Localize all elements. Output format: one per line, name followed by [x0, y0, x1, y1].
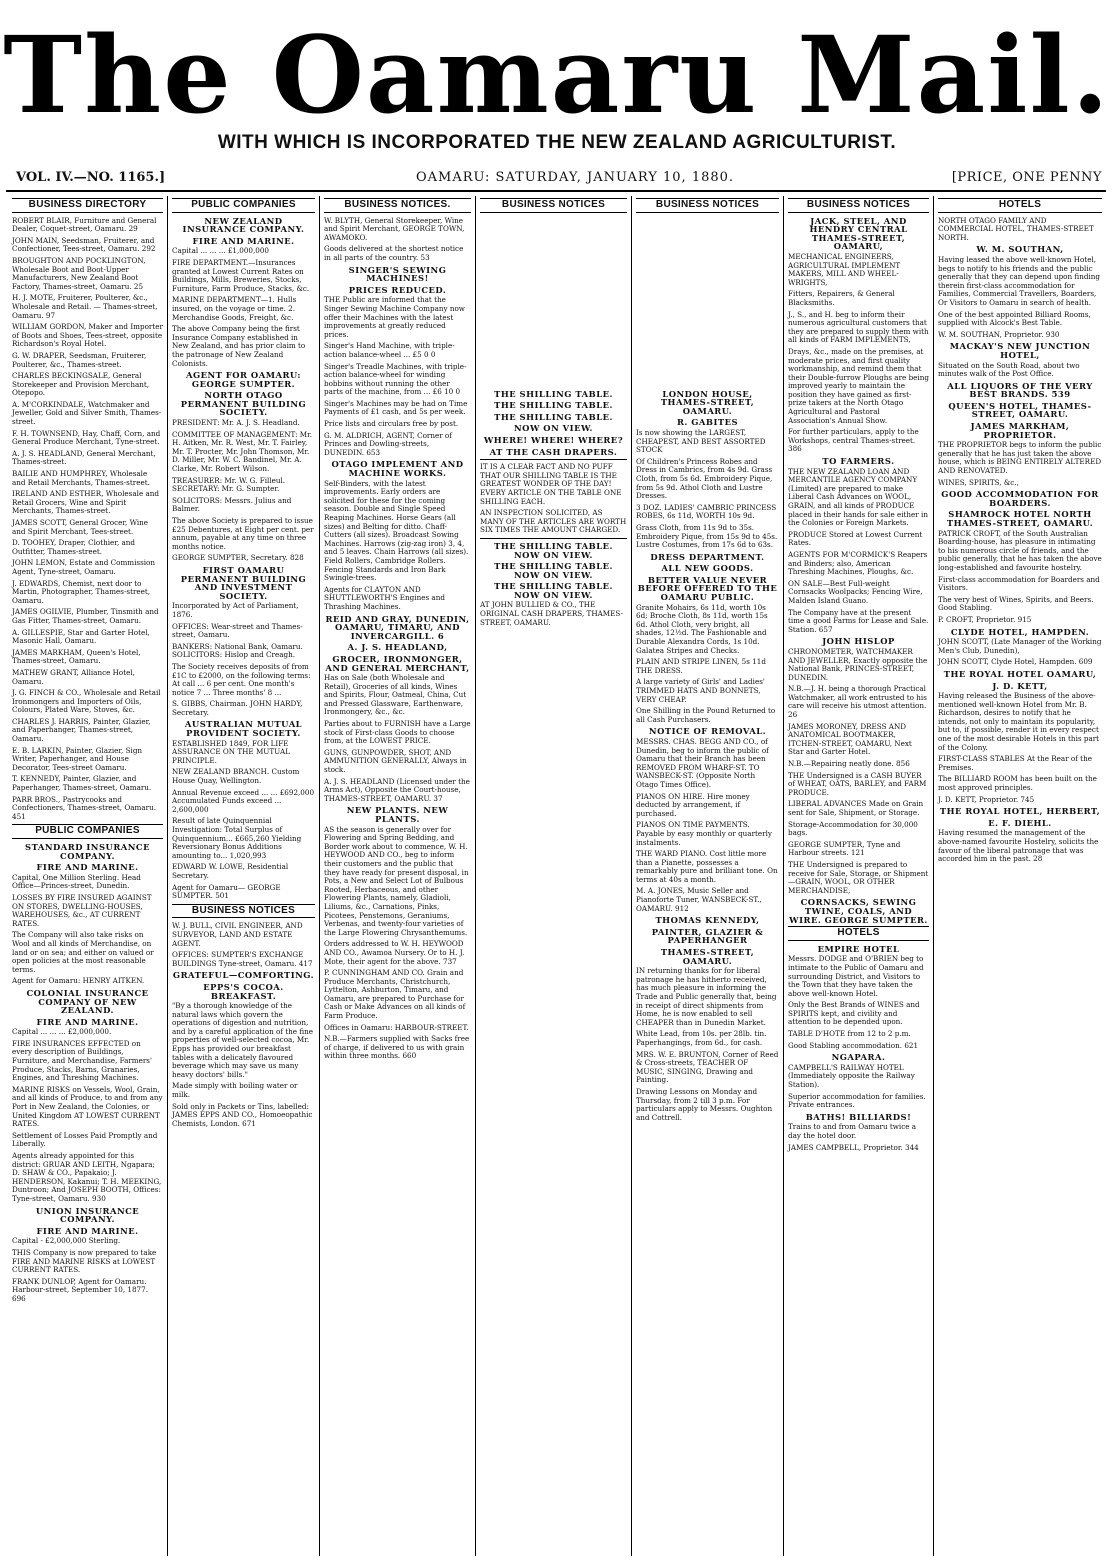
- notice-text: CHARLES BECKINGSALE, General Storekeeper and Provision Merchant, Otepopo.: [12, 371, 150, 398]
- column-business-notices-1: [320, 196, 476, 1556]
- column-heading: BUSINESS NOTICES: [172, 904, 315, 919]
- issue-date: OAMARU: SATURDAY, JANUARY 10, 1880.: [416, 170, 735, 185]
- notice-text: JAMES CAMPBELL, Proprietor. 344: [788, 1142, 919, 1152]
- notice-text: A. J. S. HEADLAND (Licensed under the Arms Act), Opposite the Court-house, THAMES-STREET, OAMARU. 37: [324, 776, 470, 803]
- notice-heading: SINGER'S SEWING MACHINES!: [348, 264, 447, 284]
- notice-text: Annual Revenue exceed ... ... £692,000 Accumulated Funds exceed ... 2,600,000: [172, 787, 315, 814]
- notice-heading: NEW ZEALAND INSURANCE COMPANY.: [182, 215, 305, 235]
- notice-text: Agents already appointed for this district: GRUAR AND LEITH, Ngapara; D. SHAW & CO., Papakaio; J. HENDERSON, Kakanui; T. H. MEEKING, Duntroon; And JOSEPH BOOTH, Offices: Tyne-street, Oamaru. 930: [12, 1151, 162, 1203]
- notice-text: Orders addressed to W. H. HEYWOOD AND CO., Awamoa Nursery. Or to H. J. Mote, their agent for the above. 737: [324, 939, 465, 966]
- notice-heading: R. GABITES: [676, 417, 739, 428]
- notice-text: Sold only in Packets or Tins, labelled: JAMES EPPS AND CO., Homoeopathic Chemists, London. 671: [172, 1101, 313, 1128]
- notice-text: Self-Binders, with the latest improvements. Early orders are solicited for these for the coming season. Double and Single Speed Reaping Machines. Horse Gears (all sizes) and Belting for ditto. Chaff-Cutters (all sizes). Broadcast Sowing Machines. Harrows (zig-zag iron) 3, 4, and 5 leaves. Chain Harrows (all sizes). Field Rollers, Cambridge Rollers. Fencing Standards and Iron Bark Swingle-trees.: [324, 478, 469, 583]
- notice-heading: THE SHILLING TABLE. NOW ON VIEW.: [494, 561, 613, 580]
- notice-heading: AT THE CASH DRAPERS.: [489, 446, 618, 457]
- notice-text: FRANK DUNLOP, Agent for Oamaru. Harbour-street, September 10, 1877. 696: [12, 1276, 148, 1303]
- notice-text: E. B. LARKIN, Painter, Glazier, Sign Writer, Paperhanger, and House Decorator, Tees-street Oamaru.: [12, 745, 143, 772]
- notice-text: For further particulars, apply to the Workshops, central Thames-street. 386: [788, 427, 919, 454]
- notice-text: PIANOS ON TIME PAYMENTS. Payable by easy monthly or quarterly instalments.: [636, 820, 772, 847]
- notice-text: A large variety of Girls' and Ladies' TRIMMED HATS AND BONNETS, VERY CHEAP.: [636, 677, 765, 704]
- columns: [8, 196, 1106, 1556]
- notice-text: PIANOS ON HIRE. Hire money deducted by arrangement, if purchased.: [636, 791, 750, 818]
- column-heading: HOTELS: [788, 926, 929, 941]
- notice-text: Granite Mohairs, 6s 11d, worth 10s 6d; Broche Cloth, 8s 11d, worth 15s 6d. Athol Cloth, very bright, all shades, 12½d. The Fashionable and Durable Alexandra Cords, 1s 10d. Galatea Stripes and Checks.: [636, 602, 768, 655]
- notice-text: BROUGHTON AND POCKLINGTON, Wholesale Boot and Boot-Upper Manufacturers, New Zealand Boot Factory, Thames-street, Oamaru. 25: [12, 255, 146, 291]
- notice-heading: THOMAS KENNEDY,: [655, 915, 760, 926]
- notice-text: Has on Sale (both Wholesale and Retail), Groceries of all kinds, Wines and Spirits, Flour, Oatmeal, China, Cut and Pressed Glassware, Earthenware, Ironmongery, &c., &c.: [324, 673, 467, 717]
- notice-text: PARR BROS., Pastrycooks and Confectioners, Thames-street, Oamaru. 451: [12, 794, 156, 821]
- notice-heading: EPPS'S COCOA. BREAKFAST.: [203, 981, 284, 1001]
- notice-heading: CORNSACKS, SEWING TWINE, COALS, AND WIRE. GEORGE SUMPTER.: [789, 897, 928, 925]
- notice-text: Good Stabling accommodation. 621: [788, 1040, 919, 1050]
- notice-text: The Society receives deposits of from £1C to £2000, on the following terms: At call ... 6 per cent. One month's notice 7 ... Three months' 8 ...: [172, 661, 311, 697]
- notice-text: J., S., and H. beg to inform their numerous agricultural customers that they are prepared to supply them with all kinds of FARM IMPLEMENTS,: [788, 309, 929, 345]
- notice-text: Agents for CLAYTON AND SHUTTLEWORTH'S Engines and Thrashing Machines.: [324, 584, 445, 611]
- notice-text: PRODUCE Stored at Lowest Current Rates.: [788, 529, 923, 548]
- notice-text: Incorporated by Act of Parliament, 1876.: [172, 601, 299, 619]
- notice-text: Capital ... ... ... £2,000,000.: [12, 1027, 112, 1037]
- notice-text: Storage-Accommodation for 30,000 bags.: [788, 819, 918, 838]
- notice-heading: MACKAY'S NEW JUNCTION HOTEL,: [949, 341, 1091, 360]
- notice-text: W. M. SOUTHAN, Proprietor. 930: [938, 329, 1060, 339]
- notice-heading: AUSTRALIAN MUTUAL PROVIDENT SOCIETY.: [184, 719, 303, 739]
- notice-text: WINES, SPIRITS, &c.,: [938, 477, 1019, 487]
- notice-text: Only the Best Brands of WINES and SPIRITS kept, and civility and attention to be depended upon.: [788, 1000, 920, 1027]
- notice-text: AN INSPECTION SOLICITED, AS MANY OF THE ARTICLES ARE WORTH SIX TIMES THE AMOUNT CHARGED.: [480, 508, 627, 535]
- notice-heading: WHERE! WHERE! WHERE?: [483, 434, 624, 445]
- notice-text: IRELAND AND ESTHER, Wholesale and Retail Grocers, Wine and Spirit Merchants, Thames-street.: [12, 489, 160, 516]
- notice-text: G. W. DRAPER, Seedsman, Fruiterer, Poulterer, &c., Thames-street.: [12, 350, 147, 369]
- notice-text: First-class accommodation for Boarders and Visitors.: [938, 574, 1100, 593]
- notice-text: THE NEW ZEALAND LOAN AND MERCANTILE AGENCY COMPANY (Limited) are prepared to make Liberal Cash Advances on WOOL, GRAIN, and all kinds of PRODUCE placed in their hands for sale either in the Colonies or Foreign Markets.: [788, 466, 928, 528]
- notice-text: Agent for Oamaru— GEORGE SUMPTER. 501: [172, 882, 281, 901]
- notice-text: JOHN SCOTT, Clyde Hotel, Hampden. 609: [938, 657, 1093, 667]
- notice-text: MECHANICAL ENGINEERS, AGRICULTURAL IMPLEMENT MAKERS, MILL AND WHEEL-WRIGHTS,: [788, 251, 901, 287]
- notice-text: NORTH OTAGO FAMILY AND COMMERCIAL HOTEL, THAMES-STREET NORTH.: [938, 215, 1094, 242]
- notice-heading: UNION INSURANCE COMPANY.: [35, 1205, 140, 1225]
- notice-text: Offices in Oamaru: HARBOUR-STREET.: [324, 1022, 469, 1032]
- newspaper-subtitle: WITH WHICH IS INCORPORATED THE NEW ZEALAND AGRICULTURIST.: [217, 132, 897, 153]
- notice-text: Singer's Treadle Machines, with triple-action balance-wheel for winding bobbins without running the other parts of the machine, from ... £6 10 0: [324, 361, 467, 397]
- notice-text: Goods delivered at the shortest notice in all parts of the country. 53: [324, 244, 464, 262]
- notice-text: A. M'CORKINDALE, Watchmaker and Jeweller, Gold and Silver Smith, Thames-street.: [12, 399, 162, 427]
- notice-heading: THE SHILLING TABLE.: [494, 400, 613, 411]
- notice-text: LOSSES BY FIRE INSURED AGAINST ON STORES, DWELLING-HOUSES, WAREHOUSES, &c., AT CURRENT RATES.: [12, 892, 152, 928]
- dateline: [6, 166, 1106, 192]
- notice-text: CHARLES J. HARRIS, Painter, Glazier, and Paperhanger, Thames-street, Oamaru.: [12, 716, 151, 744]
- notice-text: J. D. KETT, Proprietor. 745: [938, 794, 1035, 804]
- notice-text: MARINE DEPARTMENT—1. Hulls insured, on the voyage or time. 2. Merchandise Goods, Freight, &c.: [172, 295, 297, 322]
- column-hotels: [934, 196, 1106, 1556]
- notice-heading: JACK, STEEL, AND HENDRY CENTRAL THAMES-STREET, OAMARU,: [809, 215, 908, 252]
- notice-text: F. H. TOWNSEND, Hay, Chaff, Corn, and General Produce Merchant, Tyne-street.: [12, 428, 161, 447]
- volume-number: VOL. IV.—NO. 1165.]: [16, 170, 166, 185]
- notice-heading: PRICES REDUCED.: [348, 284, 447, 295]
- notice-heading: JOHN HISLOP: [822, 636, 895, 647]
- notice-text: Settlement of Losses Paid Promptly and Liberally.: [12, 1130, 158, 1149]
- column-heading: BUSINESS NOTICES: [480, 198, 627, 213]
- notice-heading: QUEEN'S HOTEL, THAMES-STREET, OAMARU.: [948, 400, 1092, 420]
- notice-heading: E. F. DIEHL.: [988, 817, 1052, 828]
- notice-heading: GRATEFUL—COMFORTING.: [172, 970, 315, 981]
- blank-space: [480, 217, 627, 387]
- notice-text: S. GIBBS, Chairman. JOHN HARDY, Secretary.: [172, 699, 303, 717]
- notice-heading: EMPIRE HOTEL: [817, 943, 900, 954]
- notice-text: W. BLYTH, General Storekeeper, Wine and Spirit Merchant, GEORGE TOWN, AWAMOKO.: [324, 215, 465, 242]
- notice-text: 3 DOZ. LADIES' CAMBRIC PRINCESS ROBES, 6s 11d, WORTH 10s 9d.: [636, 502, 777, 521]
- notice-text: A. J. S. HEADLAND, General Merchant, Thames-street.: [12, 448, 156, 467]
- notice-text: Grass Cloth, from 11s 9d to 35s. Embroidery Pique, from 15s 9d to 45s. Lustre Costumes, from 17s 6d to 63s.: [636, 522, 778, 550]
- notice-text: NEW ZEALAND BRANCH. Custom House Quay, Wellington.: [172, 767, 300, 786]
- notice-heading: THE SHILLING TABLE. NOW ON VIEW.: [494, 540, 613, 560]
- notice-text: The Company will also take risks on Wool and all kinds of Merchandise, on land or on sea; and either on valued or open policies at the most reasonable terms.: [12, 930, 154, 974]
- notice-text: The above Society is prepared to issue £25 Debentures, at Eight per cent. per annum, payable at any time on three months notice.: [172, 516, 314, 551]
- notice-heading: NOW ON VIEW.: [514, 423, 593, 434]
- notice-text: THE Undersigned is a CASH BUYER of WHEAT, OATS, BARLEY, and FARM PRODUCE.: [788, 770, 927, 797]
- notice-heading: THE ROYAL HOTEL OAMARU,: [943, 668, 1097, 679]
- notice-text: COMMITTEE OF MANAGEMENT: Mr. H. Aitken, Mr. R. West, Mr. T. Fairley, Mr. T. Procter, Mr. John Thomson, Mr. D. Miller, Mr. W. C. Bandinel, Mr. A. Clarke, Mr. Robert Wilson.: [172, 429, 313, 474]
- notice-text: THIS Company is now prepared to take FIRE AND MARINE RISKS at LOWEST CURRENT RATES.: [12, 1247, 157, 1275]
- notice-text: Price lists and circulars free by post.: [324, 419, 459, 429]
- notice-text: Trains to and from Oamaru twice a day the hotel door.: [788, 1122, 917, 1140]
- notice-text: One Shilling in the Pound Returned to all Cash Purchasers.: [636, 706, 776, 724]
- notice-text: Having resumed the management of the above-named favourite Hostelry, solicits the favour of the liberal patronage that was accorded him in the past. 28: [938, 828, 1099, 864]
- notice-text: Singer's Machines may be had on Time Payments of £1 cash, and 5s per week.: [324, 398, 468, 417]
- notice-text: FIRST-CLASS STABLES At the Rear of the Premises.: [938, 754, 1092, 772]
- notice-heading: GROCER, IRONMONGER, AND GENERAL MERCHANT,: [325, 653, 470, 673]
- notice-text: JOHN SCOTT, (Late Manager of the Working Men's Club, Dunedin),: [938, 637, 1102, 655]
- notice-text: PLAIN AND STRIPE LINEN, 5s 11d THE DRESS.: [636, 657, 766, 675]
- notice-text: White Lead, from 10s. per 28lb. tin. Paperhangings, from 6d., for cash.: [636, 1029, 767, 1047]
- notice-heading: FIRE AND MARINE.: [36, 1016, 139, 1027]
- notice-text: EDWARD W. LOWE, Residential Secretary.: [172, 862, 289, 880]
- notice-text: FIRE DEPARTMENT.—Insurances granted at Lowest Current Rates on Buildings, Mills, Breweries, Stocks, Furniture, Farm Produce, Stacks, &c.: [172, 257, 310, 293]
- notice-text: GUNS, GUNPOWDER, SHOT, AND AMMUNITION GENERALLY, Always in stock.: [324, 747, 467, 775]
- newspaper-title: The Oamaru Mail.: [3, 12, 1111, 137]
- notice-heading: FIRE AND MARINE.: [36, 862, 139, 873]
- notice-text: J. EDWARDS, Chemist, next door to Martin, Photographer, Thames-street, Oamaru.: [12, 578, 151, 605]
- notice-text: Singer's Hand Machine, with triple-action balance-wheel ... £5 0 0: [324, 341, 455, 359]
- notice-heading: AGENT FOR OAMARU: GEORGE SUMPTER.: [185, 370, 302, 389]
- column-heading: BUSINESS NOTICES.: [324, 198, 471, 213]
- column-heading: PUBLIC COMPANIES: [12, 824, 163, 839]
- notice-text: Parties about to FURNISH have a Large stock of First-class Goods to choose from, at the LOWEST PRICE.: [324, 719, 471, 746]
- notice-text: MESSRS. CHAS. BEGG AND CO., of Dunedin, beg to inform the public of Oamaru that their Branch has been REMOVED FROM WHARF-ST. TO WANSBECK-ST. (Opposite North Otago Times Office).: [636, 736, 769, 789]
- notice-heading: SHAMROCK HOTEL NORTH THAMES-STREET, OAMARU.: [946, 509, 1094, 528]
- notice-heading: FIRE AND MARINE.: [192, 235, 295, 246]
- notice-text: P. CUNNINGHAM AND CO. Grain and Produce Merchants, Christchurch, Lyttelton, Ashburton, Timaru, and Oamaru, are prepared to Purchase for Cash or Make Advances on all kinds of Farm Produce.: [324, 968, 466, 1021]
- notice-text: PRESIDENT: Mr. A. J. S. Headland.: [172, 418, 300, 428]
- column-heading: BUSINESS NOTICES: [788, 198, 929, 213]
- divider: [480, 459, 627, 460]
- notice-text: GEORGE SUMPTER, Secretary. 828: [172, 553, 304, 563]
- notice-text: FIRE INSURANCES EFFECTED on every description of Buildings, Furniture, and Merchandise, Farmers' Produce, Stacks, Barns, Granaries, Engines, and Threshing Machines.: [12, 1038, 152, 1083]
- notice-text: ESTABLISHED 1849, FOR LIFE ASSURANCE ON THE MUTUAL PRINCIPLE.: [172, 738, 290, 765]
- notice-heading: THE SHILLING TABLE.: [494, 411, 613, 422]
- notice-text: J. G. FINCH & CO., Wholesale and Retail Ironmongers and Importers of Oils, Colours, Plated Ware, Stoves, &c.: [12, 688, 161, 715]
- notice-text: D. TOOHEY, Draper, Clothier, and Outfitter, Thames-street.: [12, 538, 136, 556]
- column-heading: HOTELS: [938, 198, 1102, 213]
- notice-text: The Company have at the present time a good Farms for Lease and Sale. Station. 657: [788, 607, 929, 634]
- notice-heading: BATHS! BILLIARDS!: [805, 1111, 912, 1122]
- notice-text: MATHEW GRANT, Alliance Hotel, Oamaru.: [12, 667, 135, 686]
- notice-text: BANKERS: National Bank, Oamaru. SOLICITORS: Hislop and Creagh.: [172, 641, 303, 660]
- notice-heading: DRESS DEPARTMENT.: [650, 551, 765, 562]
- notice-heading: J. D. KETT,: [992, 680, 1048, 691]
- notice-heading: NGAPARA.: [831, 1052, 886, 1063]
- notice-text: MRS. W. E. BRUNTON, Corner of Reed & Cross-streets, TEACHER OF MUSIC, SINGING, Drawing and Painting.: [636, 1049, 779, 1085]
- notice-text: BAILIE AND HUMPHREY, Wholesale and Retail Merchants, Thames-street.: [12, 469, 150, 487]
- notice-text: JAMES MARKHAM, Queen's Hotel, Thames-street, Oamaru.: [12, 647, 141, 666]
- notice-text: CHRONOMETER, WATCHMAKER AND JEWELLER, Exactly opposite the National Bank, PRINCES-STREET, DUNEDIN.: [788, 646, 928, 682]
- notice-text: THE Public are informed that the Singer Sewing Machine Company now offer their Machines with the latest improvements at greatly reduced prices.: [324, 295, 465, 339]
- notice-text: N.B.—Repairing neatly done. 856: [788, 759, 910, 769]
- notice-heading: THAMES-STREET, OAMARU.: [660, 947, 755, 966]
- notice-text: AGENTS FOR M'CORMICK'S Reapers and Binders; also, American Threshing Machines, Ploughs, &c.: [788, 549, 928, 577]
- notice-text: AS the season is generally over for Flowering and Spring Bedding, and Border work about to commence, W. H. HEYWOOD AND CO., beg to inform their customers and the public that they have ready for present disposal, in Pots, a New and Select Lot of Bulbous Rooted, Herbaceous, and other Flowering Plants, namely, Gladioli, Liliums, &c., Carnations, Pinks, Picotees, Penstemons, Geraniums, Verbenas, and twenty-four varieties of the Large Flowering Chrysanthemums.: [324, 824, 469, 937]
- column-heading: PUBLIC COMPANIES: [172, 198, 315, 213]
- notice-heading: A. J. S. HEADLAND,: [347, 642, 448, 653]
- notice-text: Capital ... ... ... £1,000,000: [172, 246, 270, 256]
- notice-text: Drays, &c., made on the premises, at moderate prices, and first quality workmanship, and remind them that their Double-furrow Ploughs are being improved yearly to maintain the position they have gained as first-prize takers at the North Otago Agricultural and Pastoral Association's Annual Show.: [788, 346, 929, 425]
- notice-text: Drawing Lessons on Monday and Thursday, from 2 till 3 p.m. For particulars apply to Messrs. Oughton and Cottrell.: [636, 1086, 773, 1122]
- notice-text: SOLICITORS: Messrs. Julius and Balmer.: [172, 495, 292, 514]
- notice-text: IN returning thanks for for liberal patronage he has hitherto received, has much pleasure in informing the Trade and Public generally that, being in receipt of direct shipments from Home, he is now enabled to sell CHEAPER than in Dunedin Market.: [636, 966, 777, 1027]
- notice-text: Capital, One Million Sterling. Head Office—Princes-street, Dunedin.: [12, 872, 141, 891]
- notice-heading: THE ROYAL HOTEL, HERBERT,: [939, 806, 1101, 817]
- notice-text: ROBERT BLAIR, Furniture and General Dealer, Coquet-street, Oamaru. 29: [12, 215, 157, 234]
- notice-heading: OTAGO IMPLEMENT AND MACHINE WORKS.: [331, 459, 464, 479]
- notice-text: N.B.—J. H. being a thorough Practical Watchmaker, all work entrusted to his care will receive his utmost attention. 26: [788, 684, 927, 720]
- notice-text: Agent for Oamaru: HENRY AITKEN.: [12, 976, 145, 986]
- column-business-notices-3: [632, 196, 784, 1556]
- notice-heading: FIRST OAMARU PERMANENT BUILDING AND INVESTMENT SOCIETY.: [180, 564, 307, 601]
- notice-text: T. KENNEDY, Painter, Glazier, and Paperhanger, Thames-street, Oamaru.: [12, 774, 152, 793]
- notice-heading: LONDON HOUSE, THAMES-STREET, OAMARU.: [660, 388, 755, 416]
- notice-text: M. A. JONES, Music Seller and Pianoforte Tuner, WANSBECK-ST., OAMARU. 912: [636, 886, 762, 913]
- notice-text: WILLIAM GORDON, Maker and Importer of Boots and Shoes, Tees-street, opposite Richardson's Royal Hotel.: [12, 322, 163, 349]
- column-business-notices-2: [476, 196, 632, 1556]
- notice-text: JAMES OGILVIE, Plumber, Tinsmith and Gas Fitter, Thames-street, Oamaru.: [12, 607, 159, 625]
- column-public-companies: [168, 196, 320, 1556]
- notice-text: Having released the Business of the above-mentioned well-known Hotel from Mr. B. Richardson, desires to notify that he intends, not only to maintain its popularity, but to, if possible, render it in every respect one of the most desirable Hotels in this part of the Colony.: [938, 691, 1100, 752]
- notice-text: THE WARD PIANO. Cost little more than a Pianette, possesses a remarkably pure and brilliant tone. On terms at 40s a month.: [636, 849, 778, 884]
- notice-text: PATRICK CROFT, of the South Australian Boarding-house, has pleasure in intimating to his numerous circle of friends, and the public generally, that he has taken the above long-established and favourite hostelry.: [938, 528, 1102, 572]
- notice-text: Result of late Quinquennial Investigation: Total Surplus of Quinquennium... £665,260 Yielding Reversionary Bonus Additions amounting to... 1,020,993: [172, 816, 302, 860]
- notice-text: "By a thorough knowledge of the natural laws which govern the operations of digestion and nutrition, and by a careful application of the fine properties of well-selected cocoa, Mr. Epps has provided our breakfast tables with a delicately flavoured beverage which may save us many heavy doctors' bills.": [172, 1001, 314, 1079]
- notice-heading: NEW PLANTS. NEW PLANTS.: [346, 805, 449, 824]
- notice-heading: JAMES MARKHAM, PROPRIETOR.: [970, 421, 1070, 440]
- notice-text: W. J. BULL, CIVIL ENGINEER, AND SURVEYOR, LAND AND ESTATE AGENT.: [172, 921, 303, 948]
- notice-heading: ALL LIQUORS OF THE VERY BEST BRANDS. 539: [947, 380, 1093, 400]
- notice-heading: THE SHILLING TABLE.: [494, 388, 613, 399]
- notice-text: Fitters, Repairers, & General Blacksmiths.: [788, 289, 895, 307]
- masthead: [0, 12, 1114, 154]
- notice-heading: FIRE AND MARINE.: [36, 1225, 139, 1236]
- notice-text: TABLE D'HOTE from 12 to 2 p.m.: [788, 1029, 911, 1039]
- notice-text: THE PROPRIETOR begs to inform the public generally that he has just taken the above house, which is BEING ENTIRELY ALTERED AND RENOVATED.: [938, 440, 1102, 476]
- notice-text: Superior accommodation for families. Private entrances.: [788, 1091, 926, 1110]
- notice-heading: NORTH OTAGO PERMANENT BUILDING SOCIETY.: [180, 390, 307, 418]
- notice-text: JOHN MAIN, Seedsman, Fruiterer, and Confectioner, Tees-street, Oamaru. 292: [12, 235, 156, 254]
- notice-text: Of Children's Princess Robes and Dress in Cambrics, from 4s 9d. Grass Cloth, from 5s 6d. Embroidery Pique, from 5s 9d. Athol Cloth and Lustre Dresses.: [636, 456, 773, 501]
- notice-heading: GOOD ACCOMMODATION FOR BOARDERS.: [941, 489, 1099, 508]
- notice-heading: BETTER VALUE NEVER BEFORE OFFERED TO THE OAMARU PUBLIC.: [637, 574, 778, 603]
- notice-heading: NOTICE OF REMOVAL.: [648, 726, 767, 737]
- notice-text: One of the best appointed Billiard Rooms, supplied with Alcock's Best Table.: [938, 309, 1091, 328]
- notice-text: GEORGE SUMPTER, Tyne and Harbour streets. 121: [788, 839, 901, 858]
- notice-text: JAMES MORONEY, DRESS AND ANATOMICAL BOOTMAKER, ITCHEN-STREET, OAMARU, Next Star and Garter Hotel.: [788, 721, 912, 757]
- notice-text: MARINE RISKS on Vessels, Wool, Grain, and all kinds of Produce, to and from any Port in New Zealand, the Colonies, or United Kingdom AT LOWEST CURRENT RATES.: [12, 1084, 163, 1129]
- divider: [480, 538, 627, 539]
- notice-text: The very best of Wines, Spirits, and Beers. Good Stabling.: [938, 594, 1094, 613]
- notice-text: The above Company being the first Insurance Company established in New Zealand, and has prior claim to the patronage of New Zealand Colonists.: [172, 324, 306, 368]
- notice-text: G. M. ALDRICH, AGENT, Corner of Princes and Dowling-streets, DUNEDIN. 653: [324, 430, 452, 457]
- blank-space: [636, 217, 779, 387]
- column-business-notices-4: [784, 196, 934, 1556]
- notice-heading: REID AND GRAY, DUNEDIN, OAMARU, TIMARU, AND INVERCARGILL. 6: [325, 613, 470, 641]
- notice-text: The BILLIARD ROOM has been built on the most approved principles.: [938, 774, 1097, 793]
- notice-text: THE Undersigned is prepared to receive for Sale, Storage, or Shipment—GRAIN, WOOL, OR OTHER MERCHANDISE,: [788, 859, 929, 895]
- notice-text: Is now showing the LARGEST, CHEAPEST, AND BEST ASSORTED STOCK: [636, 427, 766, 455]
- column-heading: BUSINESS DIRECTORY: [12, 198, 163, 213]
- notice-text: H. J. MOTE, Fruiterer, Poulterer, &c., Wholesale and Retail. — Thames-street, Oamaru. 97: [12, 293, 158, 320]
- notice-heading: STANDARD INSURANCE COMPANY.: [25, 842, 150, 861]
- notice-text: N.B.—Farmers supplied with Sacks free of charge, if delivered to us with grain within three months. 660: [324, 1034, 470, 1061]
- notice-text: LIBERAL ADVANCES Made on Grain sent for Sale, Shipment, or Storage.: [788, 799, 924, 817]
- notice-text: AT JOHN BULLIED & CO., THE ORIGINAL CASH DRAPERS, THAMES-STREET, OAMARU.: [480, 600, 623, 627]
- notice-text: P. CROFT, Proprietor. 915: [938, 614, 1032, 624]
- notice-text: OFFICES: SUMPTER'S EXCHANGE BUILDINGS Tyne-street, Oamaru. 417: [172, 950, 313, 968]
- notice-text: Made simply with boiling water or milk.: [172, 1081, 298, 1100]
- notice-text: Messrs. DODGE and O'BRIEN beg to intimate to the Public of Oamaru and surrounding District, and Visitors to the Town that they have taken the above well-known Hotel.: [788, 954, 924, 998]
- notice-text: Having leased the above well-known Hotel, begs to notify to his friends and the public generally that they can depend upon finding therein first-class accommodation for Families, Commercial Travellers, Boarders, Or Visitors to Oamaru in search of health.: [938, 254, 1100, 307]
- notice-heading: TO FARMERS.: [822, 456, 895, 467]
- notice-heading: W. M. SOUTHAN,: [976, 244, 1064, 255]
- notice-text: TREASURER: Mr. W. G. Filleul. SECRETARY: Mr. G. Sumpter.: [172, 475, 286, 494]
- notice-heading: THE SHILLING TABLE. NOW ON VIEW.: [494, 581, 613, 600]
- price: [PRICE, ONE PENNY: [951, 170, 1102, 185]
- notice-text: IT IS A CLEAR FACT AND NO PUFF THAT OUR SHILLING TABLE IS THE GREATEST WONDER OF THE DAY! EVERY ARTICLE ON THE TABLE ONE SHILLING EACH.: [480, 462, 622, 506]
- notice-text: OFFICES: Wear-street and Thames-street, Oamaru.: [172, 621, 303, 640]
- notice-text: A. GILLESPIE, Star and Garter Hotel, Masonic Hall, Oamaru.: [12, 627, 150, 646]
- notice-text: JOHN LEMON, Estate and Commission Agent, Tyne-street, Oamaru.: [12, 558, 156, 576]
- notice-text: CAMPBELL'S RAILWAY HOTEL (Immediately opposite the Railway Station).: [788, 1062, 915, 1090]
- notice-text: Situated on the South Road, about two minutes walk of the Post Office.: [938, 360, 1080, 379]
- column-business-directory: [8, 196, 168, 1556]
- notice-heading: CLYDE HOTEL, HAMPDEN.: [950, 626, 1090, 637]
- notice-heading: COLONIAL INSURANCE COMPANY OF NEW ZEALAND.: [26, 987, 149, 1016]
- notice-text: JAMES SCOTT, General Grocer, Wine and Spirit Merchant, Tees-street.: [12, 518, 149, 536]
- column-heading: BUSINESS NOTICES: [636, 198, 779, 213]
- notice-text: Capital - £2,000,000 Sterling.: [12, 1236, 121, 1246]
- notice-text: ON SALE—Best Full-weight Cornsacks Woolpacks; Fencing Wire, Malden Island Guano.: [788, 578, 923, 605]
- notice-heading: ALL NEW GOODS.: [661, 563, 754, 574]
- notice-heading: PAINTER, GLAZIER & PAPERHANGER: [651, 926, 764, 946]
